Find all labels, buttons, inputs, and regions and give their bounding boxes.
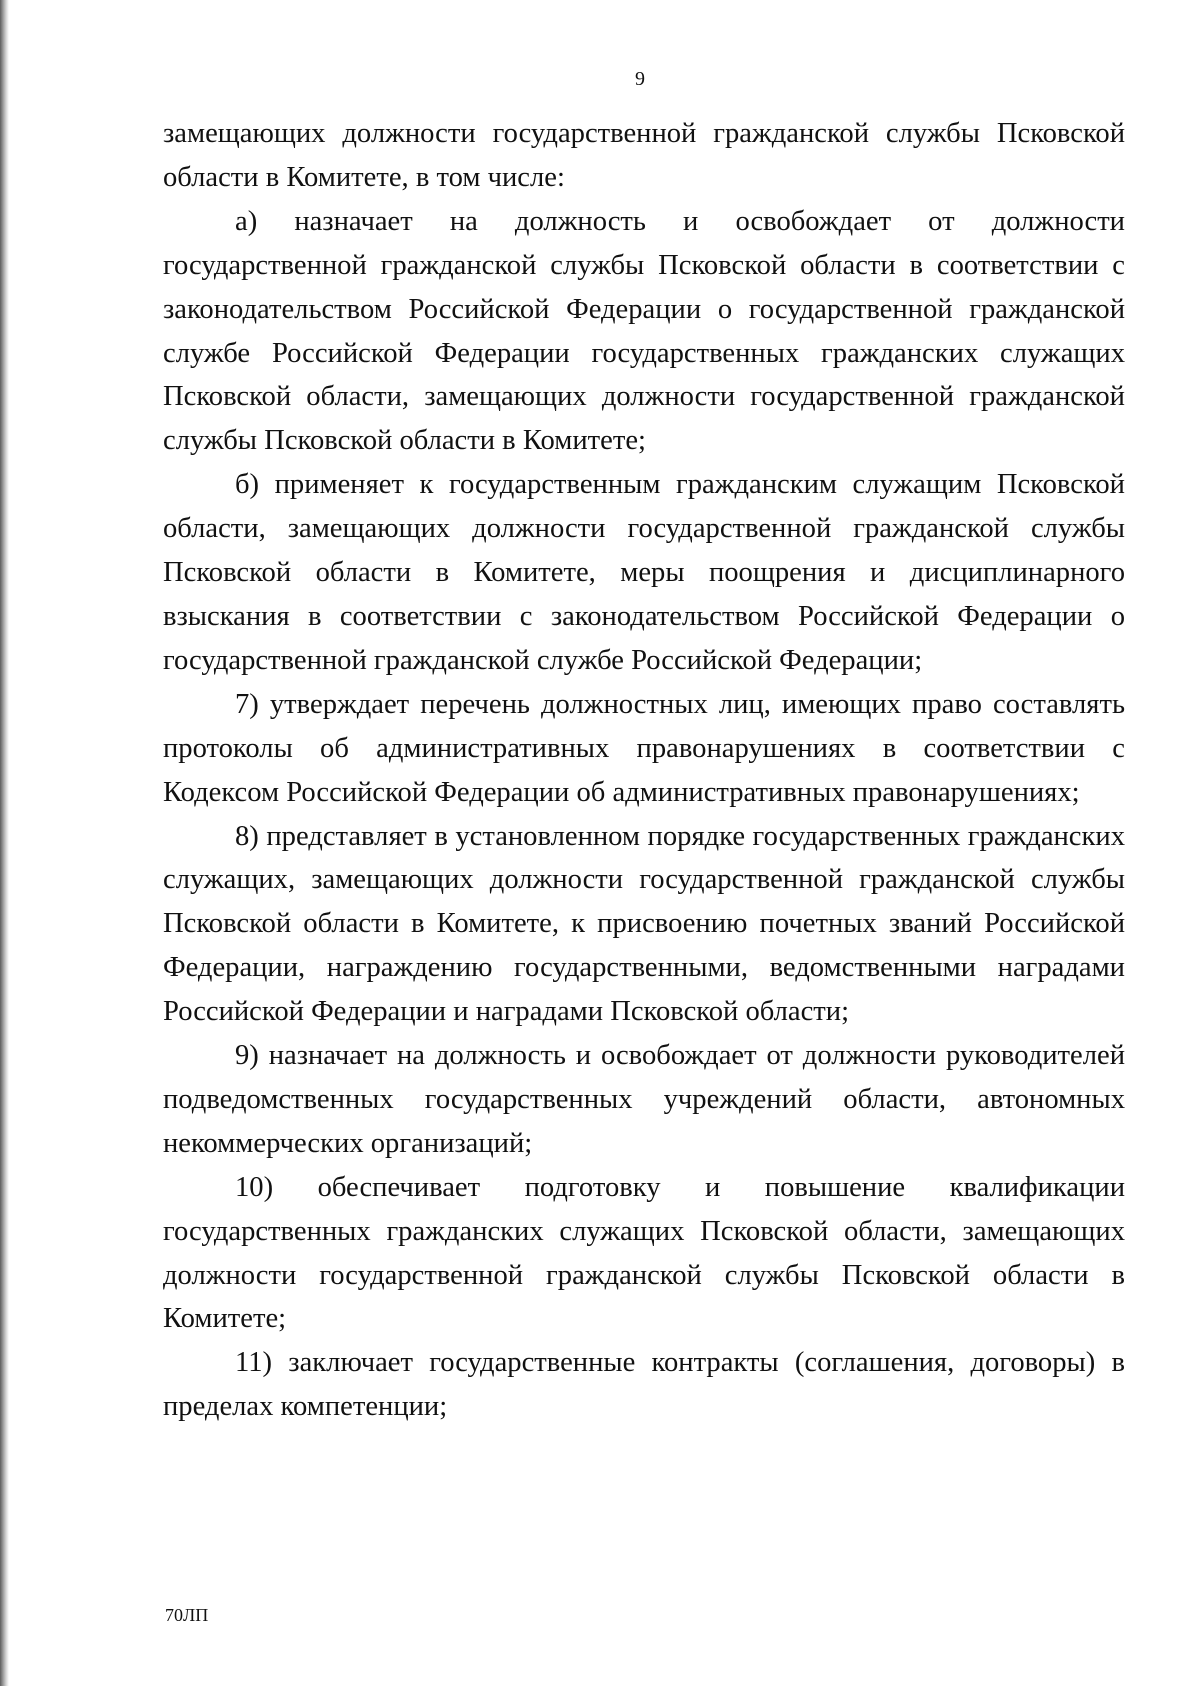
paragraph-item-10: 10) обеспечивает подготовку и повышение квалификации государственных гражданских служащих Псковской области, замещающих должности государственной гражданской службы Псковской области в Комитете;	[163, 1171, 1125, 1335]
paragraph-item-11: 11) заключает государственные контракты (соглашения, договоры) в пределах компетенции;	[163, 1347, 1125, 1423]
paragraph-continuation: замещающих должности государственной гражданской службы Псковской области в Комитете, в том числе:	[163, 118, 1125, 193]
paragraph-item-a: а) назначает на должность и освобождает от должности государственной гражданской службы Псковской области в соответствии с законодательством Российской Федерации о государственной гражданской службе Российской Федерации государственных гражданских служащих Псковской области, замещающих должности государственной гражданской службы Псковской области в Комитете;	[163, 205, 1125, 457]
paragraph-item-7: 7) утверждает перечень должностных лиц, имеющих право составлять протоколы об административных правонарушениях в соответствии с Кодексом Российской Федерации об административных правонарушениях;	[163, 688, 1125, 808]
paragraph-item-9: 9) назначает на должность и освобождает от должности руководителей подведомственных государственных учреждений области, автономных некоммерческих организаций;	[163, 1040, 1125, 1159]
paragraph-item-8: 8) представляет в установленном порядке государственных гражданских служащих, замещающих должности государственной гражданской службы Псковской области в Комитете, к присвоению почетных званий Российской Федерации, награждению государственными, ведомственными наградами Российской Федерации и наградами Псковской области;	[163, 820, 1125, 1028]
document-code: 70ЛП	[165, 1605, 209, 1625]
paragraph-item-b: б) применяет к государственным гражданским служащим Псковской области, замещающих должности государственной гражданской службы Псковской области в Комитете, меры поощрения и дисциплинарного взыскания в соответствии с законодательством Российской Федерации о государственной гражданской службе Российской Федерации;	[163, 469, 1125, 676]
document-body	[163, 112, 1125, 1429]
page-number: 9	[635, 68, 645, 90]
scan-edge	[0, 0, 9, 1686]
